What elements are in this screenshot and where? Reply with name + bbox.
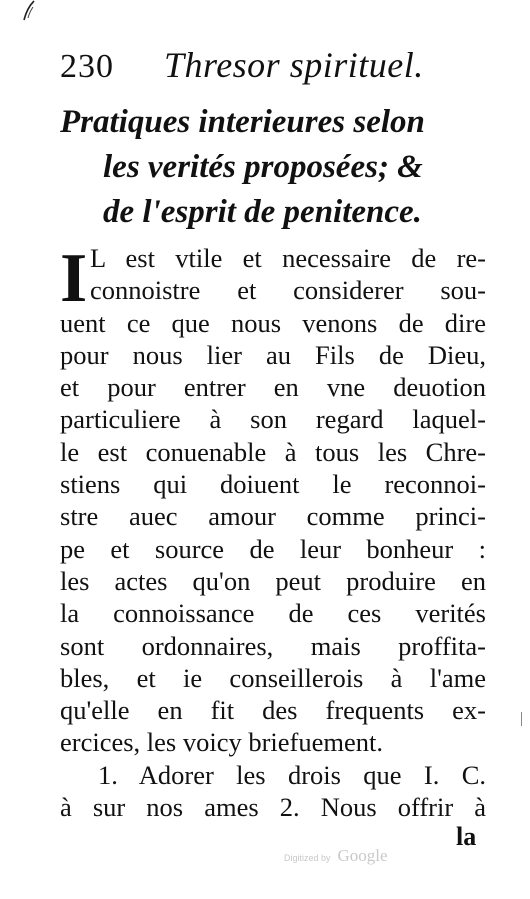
text-line: stiens qui doiuent le reconnoi- (60, 469, 486, 500)
text-line: stre auec amour comme princi- (60, 501, 486, 532)
section-heading (60, 100, 490, 235)
drop-cap: I (60, 240, 88, 317)
digitization-watermark (284, 846, 388, 866)
heading-line: de l'esprit de penitence. (103, 194, 422, 230)
text-line: bles, et ie conseillerois à l'ame (60, 662, 486, 693)
text-line: pe et source de leur bonheur : (60, 533, 486, 564)
text-line: pour nous lier au Fils de Dieu, (60, 339, 486, 370)
page-number: 230 (60, 48, 114, 85)
heading-line: les verités proposées; & (103, 149, 423, 185)
text-line: L est vtile et necessaire de re- (90, 243, 486, 273)
body-text (60, 242, 486, 823)
catchword: la (456, 822, 477, 851)
text-line: les actes qu'on peut produire en (60, 565, 486, 596)
text-line: à sur nos ames 2. Nous offrir à (60, 792, 486, 823)
watermark-brand: Google (337, 846, 388, 865)
text-line: particuliere à son regard laquel- (60, 404, 486, 435)
page-header (60, 44, 480, 88)
text-line: connoistre et considerer sou- (90, 275, 486, 306)
running-title: Thresor spirituel. (164, 45, 424, 85)
text-line: 1. Adorer les drois que I. C. (98, 759, 486, 790)
text-line: qu'elle en fit des frequents ex- (60, 695, 486, 726)
text-line: sont ordonnaires, mais proffita- (60, 630, 486, 661)
text-line: et pour entrer en vne deuotion (60, 372, 486, 403)
text-line: ercices, les voicy briefuement. (60, 727, 384, 758)
watermark-prefix: Digitized by (284, 853, 331, 863)
heading-line: Pratiques interieures selon (60, 104, 425, 140)
text-line: uent ce que nous venons de dire (60, 307, 486, 338)
text-line: le est conuenable à tous les Chre- (60, 436, 486, 467)
corner-ink-mark (22, 0, 36, 22)
text-line: la connoissance de ces verités (60, 598, 486, 629)
page-edge-mark (521, 712, 522, 726)
